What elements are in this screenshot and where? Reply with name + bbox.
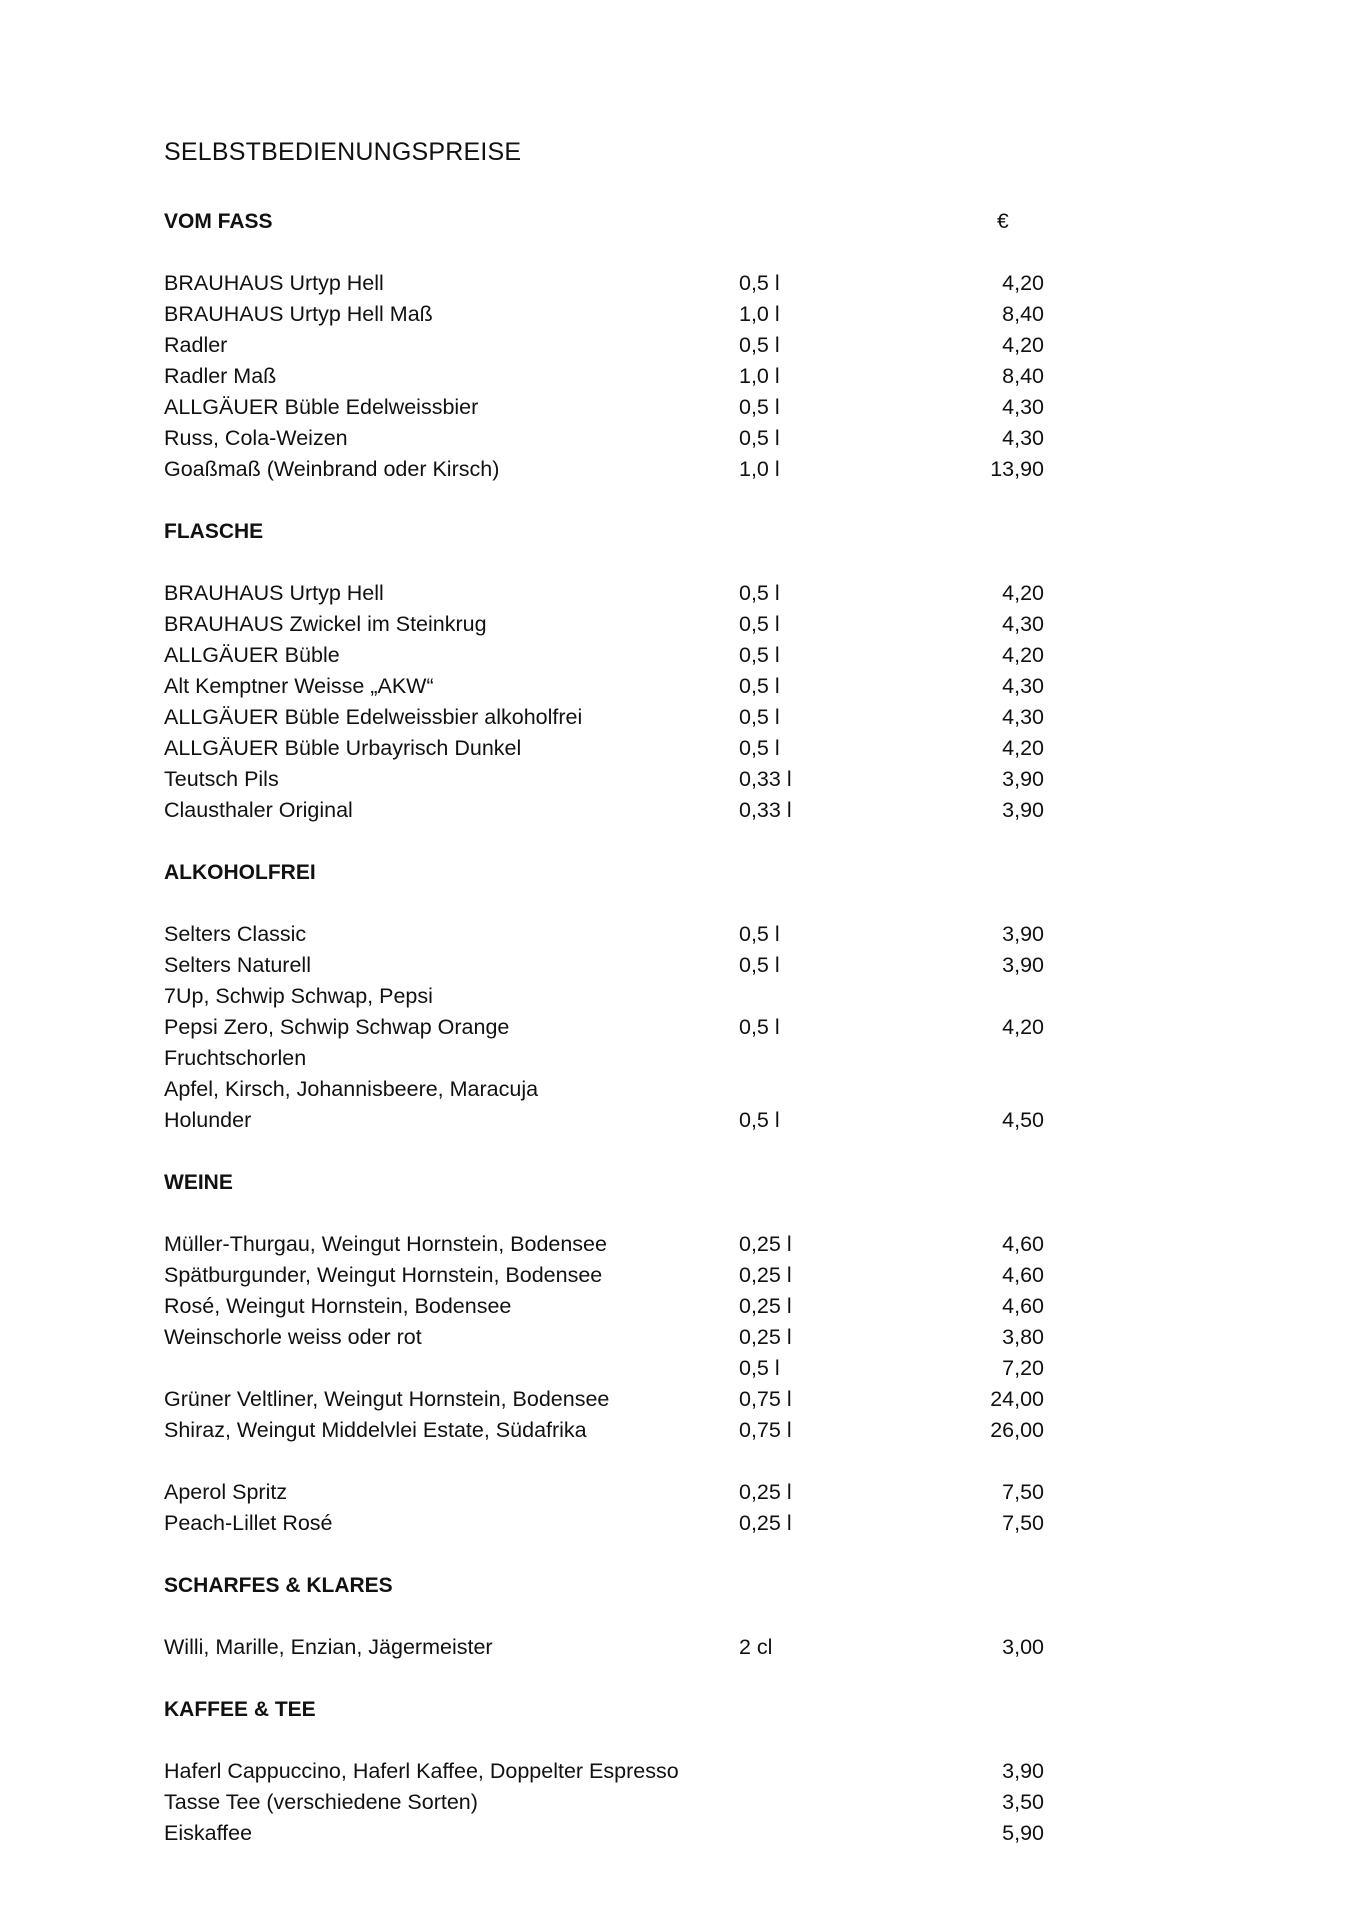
item-price: 3,90 [1002,922,1044,946]
section-heading [164,1167,1044,1198]
item-name: Russ, Cola-Weizen [164,426,348,450]
item-volume: 0,75 l [739,1418,792,1442]
item-name: Weinschorle weiss oder rot [164,1325,422,1349]
item-price: 4,20 [1002,271,1044,295]
item-name: Alt Kemptner Weisse „AKW“ [164,674,434,698]
price-row [164,950,1044,981]
price-row [164,733,1044,764]
price-row [164,1322,1044,1353]
item-volume: 2 cl [739,1635,773,1659]
item-volume: 0,5 l [739,705,780,729]
price-row [164,1074,1044,1105]
price-row [164,1012,1044,1043]
item-price: 4,60 [1002,1232,1044,1256]
item-price: 7,50 [1002,1511,1044,1535]
item-price: 8,40 [1002,364,1044,388]
item-price: 4,30 [1002,674,1044,698]
item-volume: 0,5 l [739,395,780,419]
price-row [164,578,1044,609]
item-price: 3,00 [1002,1635,1044,1659]
price-list-page [164,136,1044,1880]
item-volume: 0,5 l [739,736,780,760]
item-price: 4,20 [1002,1015,1044,1039]
item-volume: 0,25 l [739,1294,792,1318]
item-name: BRAUHAUS Urtyp Hell [164,581,384,605]
item-name: Clausthaler Original [164,798,353,822]
price-row [164,671,1044,702]
item-volume: 0,5 l [739,333,780,357]
price-row [164,299,1044,330]
section-heading-label: WEINE [164,1171,233,1194]
price-row [164,1353,1044,1384]
price-row [164,981,1044,1012]
item-name: ALLGÄUER Büble Edelweissbier [164,395,479,419]
item-name: ALLGÄUER Büble Edelweissbier alkoholfrei [164,705,583,729]
price-row [164,1756,1044,1787]
price-row [164,1415,1044,1446]
section-heading-label: VOM FASS [164,210,273,233]
item-price: 3,90 [1002,953,1044,977]
item-name: Fruchtschorlen [164,1046,307,1070]
section-heading [164,1694,1044,1725]
item-name: Holunder [164,1108,252,1132]
price-row [164,1632,1044,1663]
item-price: 3,90 [1002,1759,1044,1783]
item-volume: 0,33 l [739,798,792,822]
item-name: Pepsi Zero, Schwip Schwap Orange [164,1015,510,1039]
page-title: SELBSTBEDIENUNGSPREISE [164,138,522,166]
item-price: 4,30 [1002,612,1044,636]
item-name: Rosé, Weingut Hornstein, Bodensee [164,1294,512,1318]
price-row [164,392,1044,423]
item-volume: 0,5 l [739,1356,780,1380]
item-name: Aperol Spritz [164,1480,288,1504]
item-volume: 1,0 l [739,364,780,388]
item-name: Eiskaffee [164,1821,253,1845]
price-row [164,1291,1044,1322]
item-volume: 0,5 l [739,271,780,295]
item-price: 7,20 [1002,1356,1044,1380]
item-volume: 0,5 l [739,581,780,605]
item-name: Apfel, Kirsch, Johannisbeere, Maracuja [164,1077,539,1101]
section-heading-label: FLASCHE [164,520,264,543]
price-row [164,1384,1044,1415]
item-volume: 0,5 l [739,426,780,450]
item-volume: 0,25 l [739,1480,792,1504]
item-price: 4,30 [1002,705,1044,729]
item-volume: 0,5 l [739,612,780,636]
item-name: Tasse Tee (verschiedene Sorten) [164,1790,478,1814]
item-volume: 0,5 l [739,674,780,698]
price-row [164,1043,1044,1074]
item-name: Shiraz, Weingut Middelvlei Estate, Südafrika [164,1418,587,1442]
item-name: Willi, Marille, Enzian, Jägermeister [164,1635,493,1659]
item-price: 13,90 [990,457,1044,481]
price-row [164,454,1044,485]
price-row [164,795,1044,826]
price-row [164,1477,1044,1508]
item-name: Spätburgunder, Weingut Hornstein, Bodensee [164,1263,603,1287]
item-price: 3,90 [1002,798,1044,822]
item-price: 4,60 [1002,1263,1044,1287]
item-price: 3,50 [1002,1790,1044,1814]
section-items [164,919,1044,1136]
price-row [164,1787,1044,1818]
section-items [164,1756,1044,1849]
item-name: BRAUHAUS Urtyp Hell Maß [164,302,433,326]
item-volume: 1,0 l [739,302,780,326]
price-row [164,330,1044,361]
item-price: 7,50 [1002,1480,1044,1504]
section-heading [164,1570,1044,1601]
section-heading-label: SCHARFES & KLARES [164,1574,393,1597]
price-row [164,764,1044,795]
item-price: 3,90 [1002,767,1044,791]
item-name: Goaßmaß (Weinbrand oder Kirsch) [164,457,500,481]
price-row [164,1260,1044,1291]
price-row [164,423,1044,454]
item-price: 4,30 [1002,426,1044,450]
price-row [164,1229,1044,1260]
item-price: 4,60 [1002,1294,1044,1318]
price-row [164,1105,1044,1136]
item-volume: 0,25 l [739,1232,792,1256]
item-volume: 0,5 l [739,953,780,977]
item-name: ALLGÄUER Büble [164,643,340,667]
item-name: 7Up, Schwip Schwap, Pepsi [164,984,433,1008]
price-row [164,1818,1044,1849]
item-name: BRAUHAUS Urtyp Hell [164,271,384,295]
item-volume: 0,75 l [739,1387,792,1411]
item-volume: 1,0 l [739,457,780,481]
item-volume: 0,25 l [739,1263,792,1287]
price-row [164,919,1044,950]
item-volume: 0,5 l [739,1108,780,1132]
item-name: Selters Naturell [164,953,311,977]
item-name: Selters Classic [164,922,307,946]
price-row [164,268,1044,299]
price-row [164,640,1044,671]
item-price: 4,20 [1002,333,1044,357]
item-name: Teutsch Pils [164,767,279,791]
item-name: Peach-Lillet Rosé [164,1511,333,1535]
section-items [164,1229,1044,1539]
item-volume: 0,5 l [739,1015,780,1039]
item-price: 8,40 [1002,302,1044,326]
item-name: BRAUHAUS Zwickel im Steinkrug [164,612,487,636]
item-name: ALLGÄUER Büble Urbayrisch Dunkel [164,736,522,760]
item-price: 3,80 [1002,1325,1044,1349]
item-price: 4,20 [1002,581,1044,605]
item-volume: 0,25 l [739,1511,792,1535]
item-price: 5,90 [1002,1821,1044,1845]
section-heading [164,516,1044,547]
item-name: Radler Maß [164,364,277,388]
item-price: 4,30 [1002,395,1044,419]
section-items [164,268,1044,485]
price-list-sections [164,206,1044,1849]
price-row [164,1508,1044,1539]
section-items [164,578,1044,826]
item-name: Haferl Cappuccino, Haferl Kaffee, Doppelter Espresso [164,1759,679,1783]
row-spacer [164,1446,1044,1477]
section-heading-label: KAFFEE & TEE [164,1698,316,1721]
section-heading-label: ALKOHOLFREI [164,861,316,884]
item-name: Grüner Veltliner, Weingut Hornstein, Bodensee [164,1387,610,1411]
price-row [164,609,1044,640]
item-price: 24,00 [990,1387,1044,1411]
price-row [164,702,1044,733]
item-volume: 0,33 l [739,767,792,791]
section-items [164,1632,1044,1663]
item-volume: 0,5 l [739,922,780,946]
item-name: Müller-Thurgau, Weingut Hornstein, Bodensee [164,1232,607,1256]
item-price: 4,20 [1002,643,1044,667]
item-volume: 0,25 l [739,1325,792,1349]
item-price: 4,50 [1002,1108,1044,1132]
item-price: 26,00 [990,1418,1044,1442]
currency-symbol: € [997,210,1009,233]
section-heading [164,857,1044,888]
item-volume: 0,5 l [739,643,780,667]
item-name: Radler [164,333,228,357]
price-row [164,361,1044,392]
section-heading [164,206,1044,237]
item-price: 4,20 [1002,736,1044,760]
